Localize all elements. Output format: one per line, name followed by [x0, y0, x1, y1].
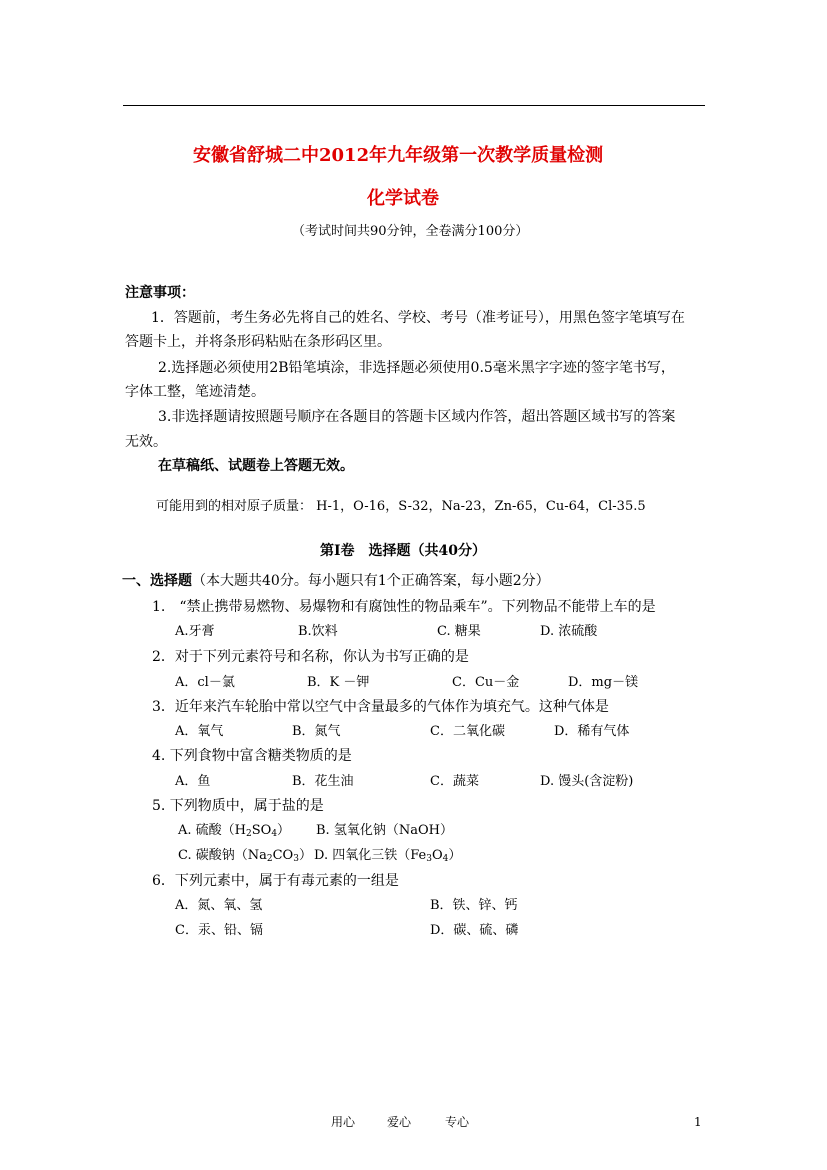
q3-option-c: C．二氧化碳	[430, 724, 505, 739]
footer-word-2: 爱心	[387, 1115, 412, 1129]
header-rule	[123, 105, 705, 106]
q6-option-b: B．铁、锌、钙	[430, 898, 518, 913]
q6-option-d: D．碳、硫、磷	[430, 923, 519, 938]
q6-option-c: C．汞、铅、镉	[175, 923, 263, 938]
q4-stem: 4. 下列食物中富含糖类物质的是	[152, 748, 352, 764]
note-4: 在草稿纸、试题卷上答题无效。	[158, 458, 354, 474]
q2-option-b: B．K －钾	[307, 675, 370, 690]
q5-option-d: D. 四氧化三铁$(Fe_3O_4)$	[314, 848, 462, 864]
q3-option-a: A．氧气	[175, 724, 224, 739]
atomic-masses: 可能用到的相对原子质量： H-1，O-16，S-32，Na-23，Zn-65，Cu-64，Cl-35.5	[156, 499, 646, 514]
q4-option-a: A．鱼	[175, 774, 211, 789]
q2-option-c: C．Cu－金	[452, 675, 520, 690]
q5-option-c: C. 碳酸钠$(Na_2CO_3)$	[178, 848, 312, 864]
q6-stem: 6．下列元素中，属于有毒元素的一组是	[152, 873, 399, 889]
q4-option-d: D. 馒头(含淀粉)	[540, 774, 634, 789]
q1-option-d: D. 浓硫酸	[540, 624, 598, 639]
footer-word-1: 用心	[331, 1115, 356, 1129]
footer-word-3: 专心	[445, 1115, 470, 1129]
q1-stem: 1. “禁止携带易燃物、易爆物和有腐蚀性的物品乘车”。下列物品不能带上车的是	[152, 599, 656, 615]
note-3-line-1: 3.非选择题请按照题号顺序在各题目的答题卡区域内作答，超出答题区域书写的答案	[158, 409, 676, 425]
q2-stem: 2．对于下列元素符号和名称，你认为书写正确的是	[152, 649, 469, 665]
note-1-line-1: 1．答题前，考生务必先将自己的姓名、学校、考号（准考证号），用黑色签字笔填写在	[151, 310, 685, 326]
exam-info: （考试时间共90分钟，全卷满分100分）	[292, 224, 529, 239]
section-desc: （本大题共40分。每小题只有1个正确答案，每小题2分）	[192, 573, 550, 589]
q1-option-b: B.饮料	[298, 624, 338, 639]
note-1-line-2: 答题卡上，并将条形码粘贴在条形码区里。	[125, 334, 391, 350]
exam-title: 安徽省舒城二中2012年九年级第一次教学质量检测	[193, 145, 604, 166]
q1-option-c: C. 糖果	[437, 624, 481, 639]
q3-option-d: D．稀有气体	[554, 724, 630, 739]
note-2-line-1: 2.选择题必须使用2B铅笔填涂，非选择题必须使用0.5毫米黑字字迹的签字笔书写，	[158, 360, 675, 376]
notes-heading: 注意事项：	[125, 285, 195, 301]
page-number: 1	[694, 1115, 702, 1129]
note-2-line-2: 字体工整，笔迹清楚。	[125, 384, 265, 400]
part1-heading: 第Ⅰ卷 选择题（共40分）	[320, 543, 487, 559]
q5-option-b: B. 氢氧化钠（NaOH）	[316, 823, 453, 838]
q2-option-d: D．mg－镁	[568, 675, 639, 690]
q5-stem: 5. 下列物质中，属于盐的是	[152, 798, 324, 814]
q3-stem: 3．近年来汽车轮胎中常以空气中含量最多的气体作为填充气。这种气体是	[152, 699, 609, 715]
q1-option-a: A.牙膏	[175, 624, 215, 639]
q2-option-a: A．cl－氯	[175, 675, 235, 690]
q6-option-a: A．氮、氧、氢	[175, 898, 263, 913]
q5-option-a: A. 硫酸$(H_2SO_4)$	[178, 823, 291, 839]
q4-option-c: C．蔬菜	[430, 774, 479, 789]
note-3-line-2: 无效。	[125, 434, 167, 450]
q3-option-b: B．氮气	[292, 724, 341, 739]
section-title: 一、选择题	[122, 573, 192, 589]
section-one	[122, 574, 550, 588]
exam-subtitle: 化学试卷	[367, 188, 439, 209]
q4-option-b: B．花生油	[292, 774, 354, 789]
